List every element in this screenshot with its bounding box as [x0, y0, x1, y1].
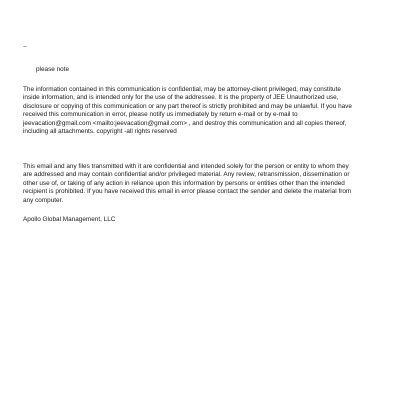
disclaimer-line: any computer. — [23, 196, 64, 204]
disclaimer-line: jeevacation@gmail.com <mailto:jeevacation@gmail.com> , and destroy this communication and all copies thereof, — [23, 119, 347, 127]
please-note-text: please note — [36, 66, 70, 73]
disclaimer-line: received this communication in error, please notify us immediately by return e-mail or by e-mail to — [23, 111, 298, 119]
company-signature: Apollo Global Management, LLC — [23, 216, 116, 223]
signature-separator: -- — [23, 44, 27, 50]
disclaimer-line: including all attachments. copyright -all rights reserved — [23, 128, 177, 136]
disclaimer-line: This email and any files transmitted with it are confidential and intended solely for the person or entity to whom they — [23, 163, 349, 170]
disclaimer-line: inside information, and is intended only for the use of the addressee. It is the property of JEE Unauthorized use, — [23, 94, 339, 102]
disclaimer-line: disclosure or copying of this communication or any part thereof is strictly prohibited and may be unlawful. If you have — [23, 102, 352, 110]
disclaimer-line: The information contained in this communication is confidential, may be attorney-client privileged, may constitute — [23, 86, 341, 93]
email-disclaimer-paragraph — [23, 163, 383, 205]
disclaimer-line: are addressed and may contain confidential and/or privileged material. Any review, retransmission, dissemination or — [23, 171, 350, 179]
confidentiality-disclaimer-paragraph — [23, 86, 383, 136]
disclaimer-line: other use of, or taking of any action in reliance upon this information by persons or entities other than the intended — [23, 179, 345, 187]
disclaimer-line: recipient is prohibited. If you have received this email in error please contact the sender and delete the material from — [23, 188, 352, 196]
